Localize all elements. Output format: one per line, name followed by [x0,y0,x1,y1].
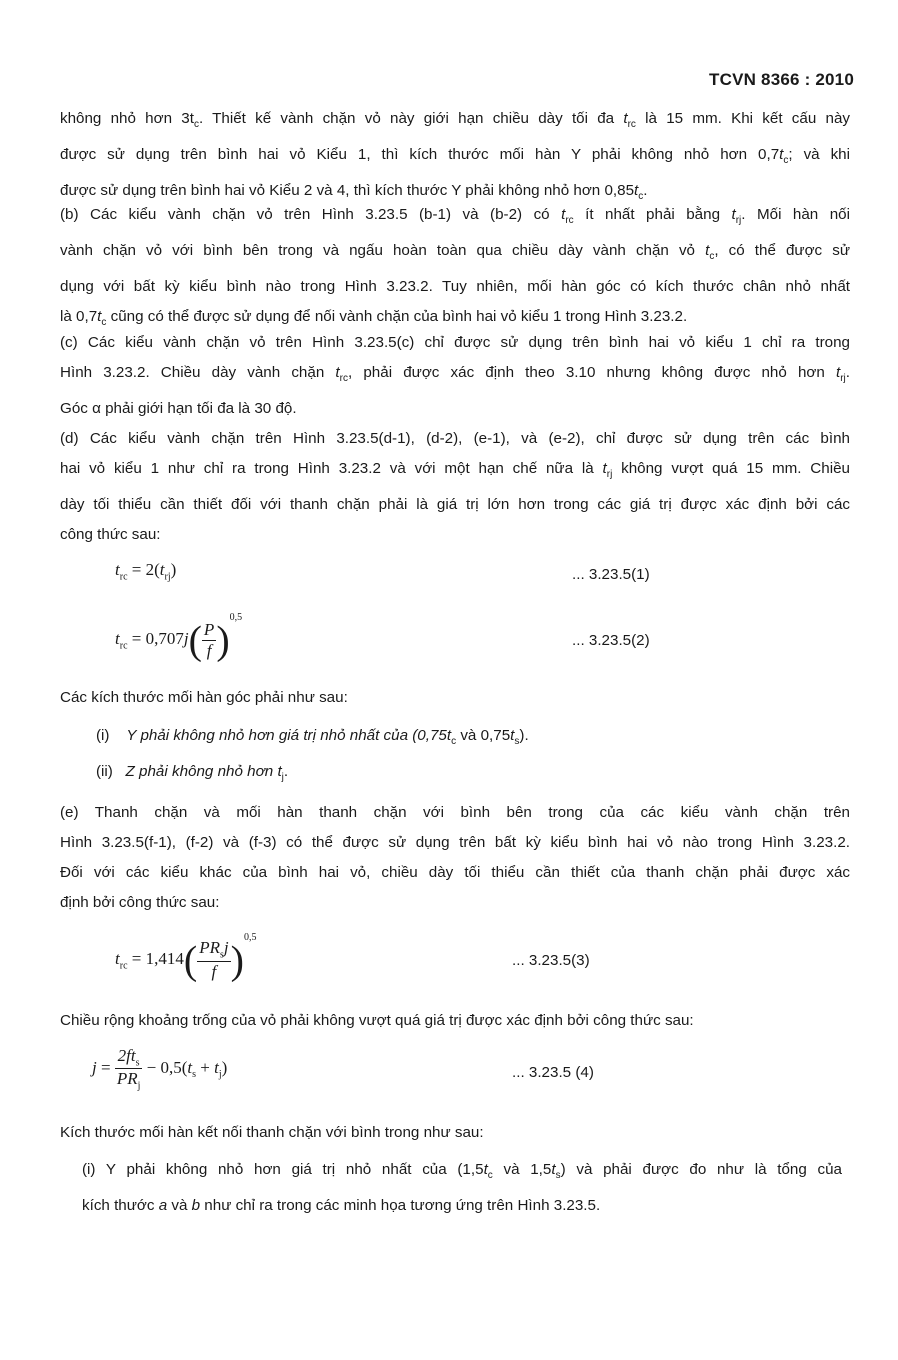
paragraph-c [60,328,850,424]
weld-connection-title: Kích thước mối hàn kết nối thanh chặn với bình trong như sau: [60,1124,484,1141]
text-line: được sử dụng trên bình hai vỏ Kiểu 2 và 4, thì kích thước Y phải không nhỏ hơn $0,85t_c$. [60,182,648,203]
text-line: Hình 3.23.5(f-1), (f-2) và (f-3) có thể được sử dụng trên bất kỳ kiểu bình hai vỏ nào trong Hình 3.23.2. [60,834,850,851]
equation-2: $t_{rc} = 0,707j$( $\frac{P}{f}$ )$^{0,5}$ [115,612,243,663]
text-line: kích thước a và b như chỉ ra trong các minh họa tương ứng trên Hình 3.23.5. [82,1197,601,1215]
equation-4-number: ... 3.23.5 (4) [512,1064,594,1081]
text-line: hai vỏ kiểu 1 như chỉ ra trong Hình 3.23.2 và với một hạn chế nữa là $t_{rj}$ không vượt quá 15 mm. Chiều [60,460,850,481]
equation-3-number: ... 3.23.5(3) [512,952,590,969]
text-line: được sử dụng trên bình hai vỏ Kiểu 1, thì kích thước mối hàn Y phải không nhỏ hơn $0,7t_c$; và khi [60,146,850,167]
equation-3: $t_{rc} = 1,414$( $\frac{PR_sj}{f}$ )$^{0,5}$ [115,932,257,983]
text-line: dày tối thiểu cần thiết đối với thanh chặn phải là giá trị lớn hơn trong các giá trị được xác định bởi các [60,496,850,514]
text-line: (b) Các kiểu vành chặn vỏ trên Hình 3.23.5 (b-1) và (b-2) có $t_{rc}$ ít nhất phải bằng $t_{rj}$. Mối hàn nối [60,206,850,227]
equation-4: j = $\frac{2ft_s}{PR_j}$ − $0,5(t_s + t_j)$ [92,1046,228,1092]
paragraph-d [60,424,850,550]
text-line: là $0,7t_c$ cũng có thể được sử dụng để nối vành chặn của bình hai vỏ kiểu 1 trong Hình 3.23.2. [60,308,688,329]
paragraph-continuation [60,104,850,212]
text-line: dụng với bất kỳ kiểu bình nào trong Hình 3.23.2. Tuy nhiên, mối hàn góc có kích thước chân nhỏ nhất [60,278,850,296]
standard-code-header: TCVN 8366 : 2010 [709,70,854,89]
weld-item-ii: (ii) Z phải không nhỏ hơn $t_j$. [96,763,289,784]
gap-width-text: Chiều rộng khoảng trống của vỏ phải không vượt quá giá trị được xác định bởi công thức sau: [60,1012,694,1029]
text-line: (d) Các kiểu vành chặn trên Hình 3.23.5(d-1), (d-2), (e-1), và (e-2), chỉ được sử dụng trên các bình [60,430,850,447]
equation-1-number: ... 3.23.5(1) [572,566,650,583]
paragraph-b [60,200,850,338]
text-line: (e) Thanh chặn và mối hàn thanh chặn với bình bên trong của các kiểu vành chặn trên [60,804,850,821]
text-line: (i) Y phải không nhỏ hơn giá trị nhỏ nhất của ($1,5t_c$ và $1,5t_s$) và phải được đo như là tổng của [82,1161,843,1182]
text-line: (c) Các kiểu vành chặn vỏ trên Hình 3.23.5(c) chỉ được sử dụng trên bình hai vỏ kiểu 1 chỉ ra trong [60,334,850,351]
text-line: Góc α phải giới hạn tối đa là 30 độ. [60,400,297,418]
weld-item-i: (i) Y phải không nhỏ hơn giá trị nhỏ nhất của ($0,75t_c$ và $0,75t_s$). [96,727,529,748]
paragraph-e [60,798,850,918]
weld-dimensions-title: Các kích thước mối hàn góc phải như sau: [60,689,348,706]
text-line: định bởi công thức sau: [60,894,220,911]
text-line: Hình 3.23.2. Chiều dày vành chặn $t_{rc}$, phải được xác định theo 3.10 nhưng không được nhỏ hơn $t_{rj}$. [60,364,850,385]
text-line: vành chặn vỏ với bình bên trong và ngấu hoàn toàn qua chiều dày vành chặn vỏ $t_c$, có thể được sử [60,242,851,263]
equation-2-number: ... 3.23.5(2) [572,632,650,649]
text-line: không nhỏ hơn $3t_c$. Thiết kế vành chặn vỏ này giới hạn chiều dày tối đa $t_{rc}$ là 15 mm. Khi kết cấu này [60,110,850,131]
equation-1: $t_{rc} = 2(t_{rj})$ [115,560,177,583]
text-line: công thức sau: [60,526,161,544]
weld-connection-item-i [82,1155,842,1221]
text-line: Đối với các kiểu khác của bình hai vỏ, chiều dày tối thiểu cần thiết của thanh chặn phải được xác [60,864,850,881]
